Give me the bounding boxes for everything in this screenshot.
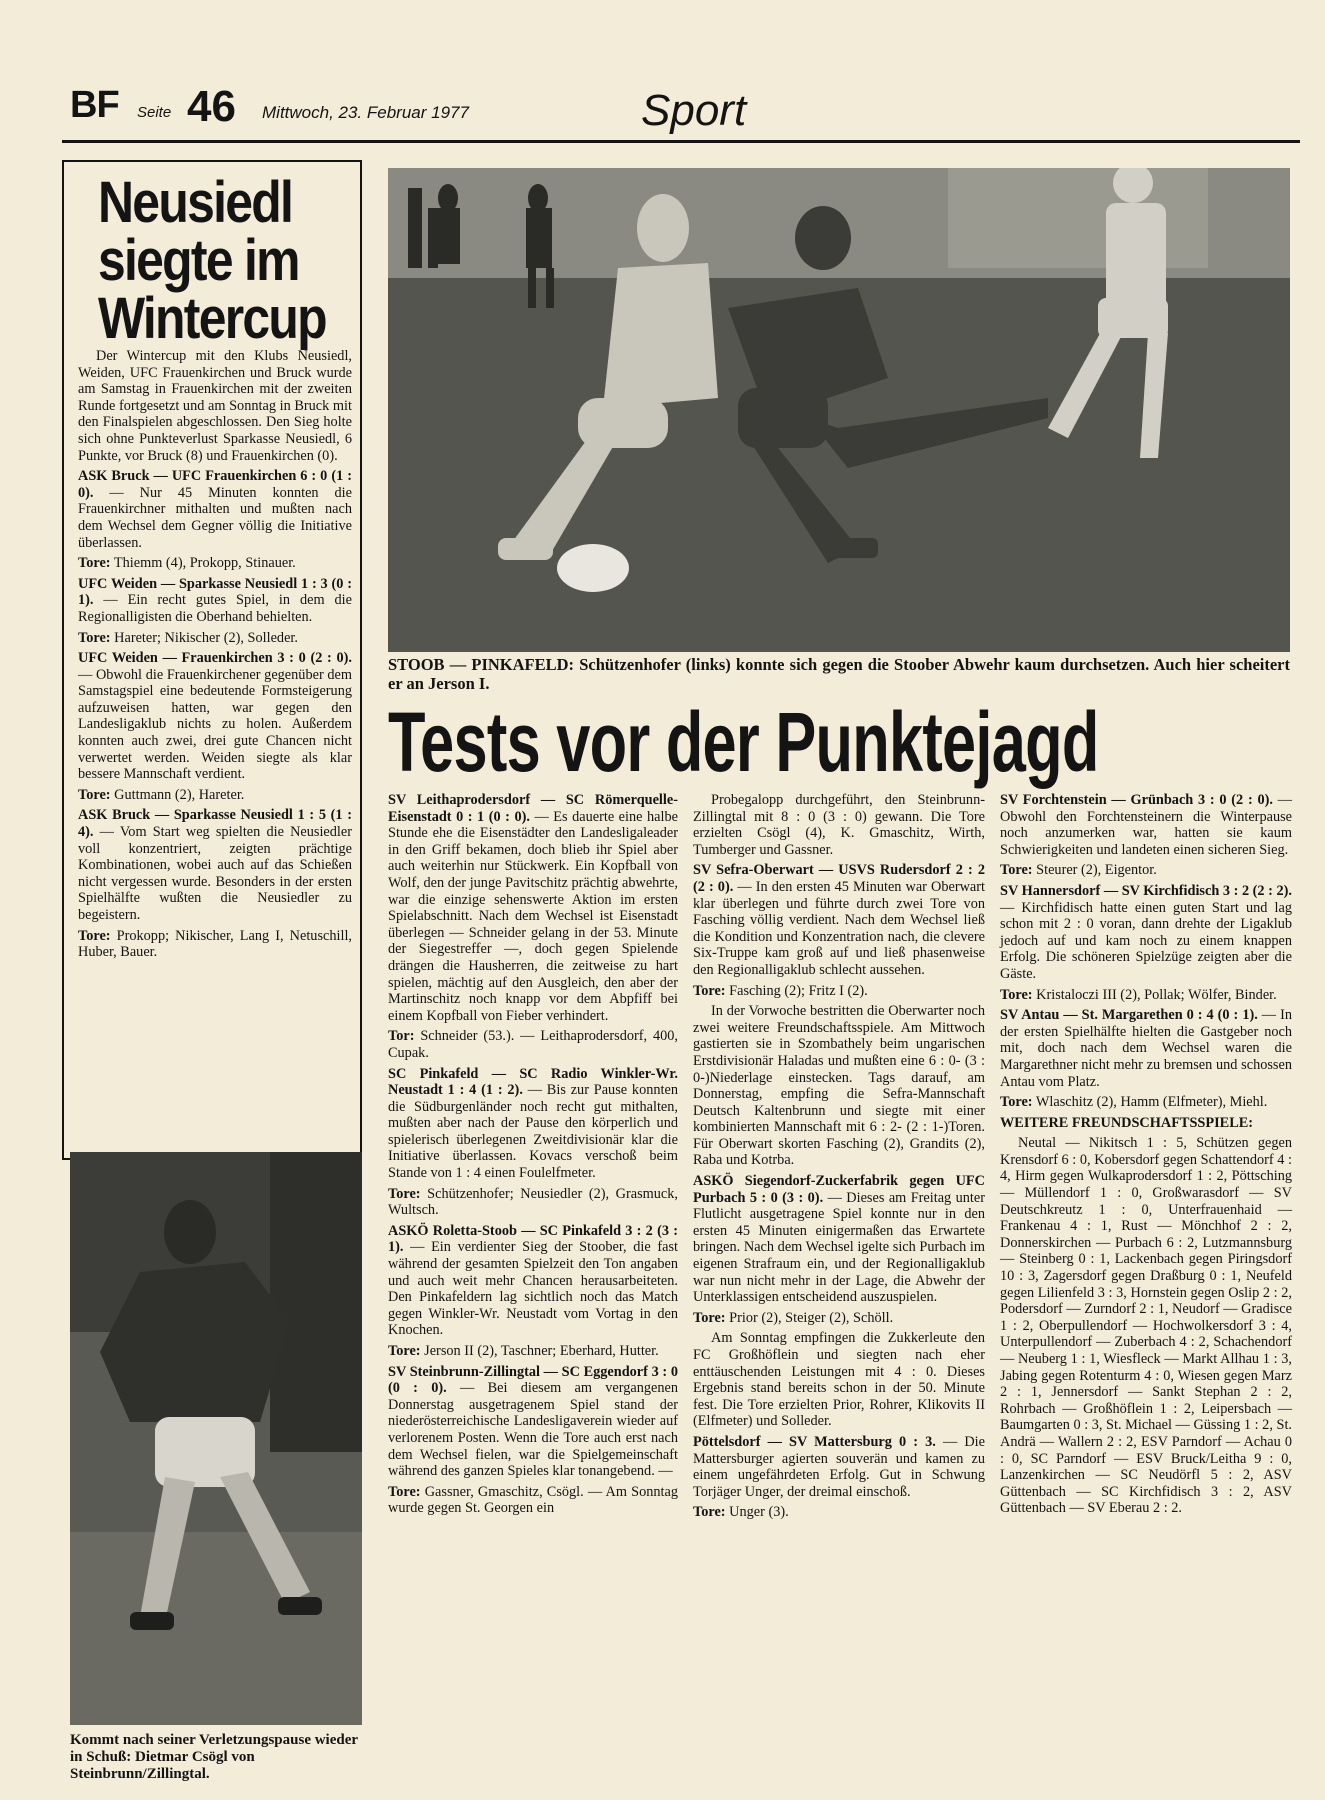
paragraph-text: Gassner, Gmaschitz, Csögl. — Am Sonntag wurde gegen St. Georgen ein bbox=[388, 1483, 678, 1517]
main-article-column-3 bbox=[1000, 792, 1292, 1521]
paragraph-heading: Tore: bbox=[693, 982, 726, 999]
paragraph-heading: UFC Weiden — Sparkasse Neusiedl 1 : 3 (0 : 1). bbox=[78, 575, 352, 609]
paragraph-text: Am Sonntag empfingen die Zukkerleute den FC Großhöflein und siegten nach eher enttäuschenden Leistungen mit 4 : 0. Dieses Ergebnis stand bereits schon in der 50. Minute fest. Die Tore erzielten Prior, Rohrer, Klikovits II (Elfmeter) und Solleder. bbox=[693, 1330, 985, 1430]
paragraph-text: — Bis zur Pause konnten die Südburgenländer noch recht gut mithalten, mußten aber nach der Pause den körperlich und spielerisch überlegenen Zweitdivisionär klar die Initiative überlassen. Kovacs verschoß beim Stande von 1 : 4 einen Foulelfmeter. bbox=[388, 1082, 678, 1182]
paragraph-text: Steurer (2), Eigentor. bbox=[1032, 862, 1157, 879]
player-photo bbox=[70, 1152, 362, 1725]
paragraph bbox=[1000, 1007, 1292, 1090]
paragraph-text: — Vom Start weg spielten die Neusiedler voll konzentriert, zeigten prächtige Kombinationen, wobei auch auf das Schießen nicht vergessen wurde. Besonders in der ersten Spielhälfte wußten die Neusiedler zu begeistern. bbox=[78, 824, 352, 923]
paragraph-heading: ASK Bruck — Sparkasse Neusiedl 1 : 5 (1 : 4). bbox=[78, 807, 352, 841]
paragraph-heading: Tore: bbox=[78, 555, 111, 572]
paragraph-heading: Tore: bbox=[693, 1309, 726, 1326]
paragraph-heading: Tore: bbox=[388, 1483, 421, 1500]
paragraph-text: Prokopp; Nikischer, Lang I, Netuschill, Huber, Bauer. bbox=[78, 927, 352, 961]
paragraph-text: — Dieses am Freitag unter Flutlicht ausgetragene Spiel konnte nur in den ersten 45 Minuten einigermaßen das Erwartete bringen. Nach dem Wechsel igelte sich Purbach im eigenen Strafraum ein, und der Regionalligaklub war nun nicht mehr in der Lage, die Abwehr der Unterklassigen entscheidend auszuspielen. bbox=[693, 1189, 985, 1306]
paragraph-text: Kristaloczi III (2), Pollak; Wölfer, Binder. bbox=[1032, 986, 1277, 1003]
paragraph bbox=[1000, 862, 1292, 879]
paragraph-text: — Ein recht gutes Spiel, in dem die Regionalligisten die Oberhand behielten. bbox=[78, 592, 352, 625]
paragraph-heading: ASKÖ Siegendorf-Zuckerfabrik gegen UFC Purbach 5 : 0 (3 : 0). bbox=[693, 1173, 985, 1206]
paragraph bbox=[693, 1434, 985, 1500]
paragraph-text: — Ein verdienter Sieg der Stoober, die fast während der gesamten Spielzeit den Ton angaben und auch weit mehr Chancen herausarbeiteten. Den Pinkafeldern lag sichtlich noch das Match gegen Winkler-Wr. Neustadt vom Vortag in den Knochen. bbox=[388, 1239, 678, 1339]
paragraph bbox=[693, 1173, 985, 1306]
paragraph bbox=[78, 787, 352, 804]
paragraph bbox=[78, 650, 352, 783]
paragraph-text: Guttmann (2), Hareter. bbox=[110, 786, 245, 803]
paragraph-heading: SV Antau — St. Margarethen 0 : 4 (0 : 1). bbox=[1000, 1007, 1258, 1024]
paragraph-heading: Tore: bbox=[78, 629, 111, 646]
paragraph-heading: SV Steinbrunn-Zillingtal — SC Eggendorf 3 : 0 (0 : 0). bbox=[388, 1363, 678, 1397]
paragraph bbox=[693, 1003, 985, 1169]
paragraph-heading: Tore: bbox=[1000, 986, 1033, 1003]
paragraph bbox=[78, 928, 352, 961]
left-article-headline: Neusiedl siegte im Wintercup bbox=[98, 170, 326, 351]
paragraph-text: — Nur 45 Minuten konnten die Frauenkirchner mithalten und mußten nach dem Wechsel dem Gegner völlig die Initiative überlassen. bbox=[78, 484, 352, 551]
paragraph bbox=[693, 1310, 985, 1327]
paragraph bbox=[388, 1186, 678, 1219]
paragraph bbox=[1000, 1135, 1292, 1517]
paragraph-text: Thiemm (4), Prokopp, Stinauer. bbox=[110, 555, 296, 572]
paragraph bbox=[388, 1484, 678, 1517]
paragraph bbox=[388, 1343, 678, 1360]
paragraph-heading: Tor: bbox=[388, 1028, 415, 1045]
paragraph-text: Wlaschitz (2), Hamm (Elfmeter), Miehl. bbox=[1032, 1094, 1268, 1111]
paragraph bbox=[693, 1330, 985, 1430]
paragraph-text: Unger (3). bbox=[725, 1504, 789, 1521]
paragraph bbox=[1000, 792, 1292, 858]
paragraph-text: Schneider (53.). — Leithaprodersdorf, 400, Cupak. bbox=[388, 1028, 678, 1061]
paragraph bbox=[693, 1504, 985, 1521]
paragraph bbox=[1000, 1094, 1292, 1111]
paragraph-heading: Tore: bbox=[388, 1185, 421, 1202]
paragraph-text: — Die Mattersburger agierten souverän und kamen zu einem ungefährdeten Erfolg. Gut in Schwung Torjäger Unger, der dreimal einschoß. bbox=[693, 1433, 985, 1500]
paragraph-heading: ASKÖ Roletta-Stoob — SC Pinkafeld 3 : 2 (3 : 1). bbox=[388, 1222, 678, 1256]
paragraph bbox=[388, 1223, 678, 1339]
paragraph-text: — Bei diesem am vergangenen Donnerstag ausgetragenem Spiel stand der niederösterreichische Landesligaverein wieder auf verlorenem Posten. Wenn die Tore auch erst nach dem Wechsel fielen, war die Spielgemeinschaft während des ganzen Spieles klar tonangebend. — bbox=[388, 1380, 678, 1480]
paragraph-heading: Tore: bbox=[78, 786, 111, 803]
paragraph bbox=[388, 1066, 678, 1182]
paragraph-text: Schützenhofer; Neusiedler (2), Grasmuck, Wultsch. bbox=[388, 1185, 678, 1219]
paragraph-heading: WEITERE FREUNDSCHAFTSSPIELE: bbox=[1000, 1114, 1254, 1131]
paragraph-heading: Tore: bbox=[1000, 862, 1033, 879]
paragraph-text: Jerson II (2), Taschner; Eberhard, Hutter. bbox=[420, 1343, 659, 1359]
issue-date: Mittwoch, 23. Februar 1977 bbox=[262, 103, 469, 122]
page-label: Seite bbox=[137, 104, 172, 121]
paragraph-heading: SC Pinkafeld — SC Radio Winkler-Wr. Neustadt 1 : 4 (1 : 2). bbox=[388, 1065, 678, 1099]
paragraph-heading: Tore: bbox=[1000, 1094, 1033, 1111]
paragraph-text: — Obwohl die Frauenkirchener gegenüber dem Samstagspiel eine bedeutende Formsteigerung aufzuweisen hatten, war gegen den Landesligaklub nichts zu holen. Außerdem konnten auch zwei, drei gute Chancen nicht verwertet werden. Weiden siegte als klar bessere Mannschaft verdient. bbox=[78, 666, 352, 783]
paragraph bbox=[693, 792, 985, 858]
paragraph-heading: UFC Weiden — Frauenkirchen 3 : 0 (2 : 0). bbox=[78, 650, 352, 667]
paragraph bbox=[693, 862, 985, 978]
paragraph-text: Fasching (2); Fritz I (2). bbox=[725, 982, 868, 999]
paragraph-text: — In den ersten 45 Minuten war Oberwart klar überlegen und führte durch zwei Tore von Fasching völlig verdient. Nach dem Wechsel ließ die Kondition und Konzentration nach, die clevere Six-Truppe kam groß auf und ließ phasenweise den Regionalligaklub schlecht aussehen. bbox=[693, 878, 985, 978]
paragraph bbox=[78, 630, 352, 647]
match-photo-caption: STOOB — PINKAFELD: Schützenhofer (links) konnte sich gegen die Stoober Abwehr kaum durchsetzen. Auch hier scheitert er an Jerson I. bbox=[388, 655, 1290, 693]
paragraph-text: In der Vorwoche bestritten die Oberwarter noch zwei weitere Freundschaftsspiele. Am Mittwoch gastierten sie in Szombathely beim ungarischen Erstdivisionär Haladas und mußten eine 6 : 0- (3 : 0-)Niederlage einstecken. Tags darauf, am Donnerstag, empfing die Sefra-Mannschaft Deutsch Kaltenbrunn und siegte mit einer kombinierten Mannschaft mit 6 : 2- (2 : 1-)Toren. Für Oberwart skorten Fasching (2), Grandits (2), Raba und Kotrba. bbox=[693, 1003, 985, 1169]
paragraph bbox=[78, 348, 352, 464]
paragraph bbox=[388, 1028, 678, 1061]
paragraph-text: Hareter; Nikischer (2), Solleder. bbox=[110, 629, 298, 646]
paragraph-heading: SV Hannersdorf — SV Kirchfidisch 3 : 2 (2 : 2). bbox=[1000, 882, 1292, 899]
paragraph bbox=[78, 576, 352, 626]
paragraph-text: Prior (2), Steiger (2), Schöll. bbox=[725, 1309, 894, 1326]
left-article-body bbox=[78, 348, 352, 965]
paragraph bbox=[388, 1364, 678, 1480]
paragraph-heading: Tore: bbox=[693, 1504, 726, 1521]
paragraph-heading: SV Sefra-Oberwart — USVS Rudersdorf 2 : 2 (2 : 0). bbox=[693, 862, 985, 895]
paragraph bbox=[78, 555, 352, 572]
main-article-column-1 bbox=[388, 792, 678, 1521]
paragraph bbox=[1000, 1115, 1292, 1132]
paragraph-text: — Obwohl den Forchtensteinern die Winterpause noch anzumerken war, hatten sie kaum Schwierigkeiten und landeten einen sicheren Sieg. bbox=[1000, 792, 1292, 858]
paragraph-heading: Tore: bbox=[78, 927, 111, 944]
match-photo bbox=[388, 168, 1290, 652]
paragraph-heading: SV Forchtenstein — Grünbach 3 : 0 (2 : 0). bbox=[1000, 792, 1273, 808]
paragraph-heading: Pöttelsdorf — SV Mattersburg 0 : 3. bbox=[693, 1433, 936, 1450]
player-photo-caption: Kommt nach seiner Verletzungspause wieder in Schuß: Dietmar Csögl von Steinbrunn/Zillingtal. bbox=[70, 1732, 358, 1782]
newspaper-logo: BF bbox=[70, 84, 119, 126]
paragraph-heading: SV Leithaprodersdorf — SC Römerquelle-Eisenstadt 0 : 1 (0 : 0). bbox=[388, 792, 678, 825]
paragraph bbox=[1000, 987, 1292, 1004]
paragraph bbox=[693, 983, 985, 1000]
paragraph-text: — Es dauerte eine halbe Stunde ehe die Eisenstädter den Landesligaleader in den Griff bekamen, doch blieb ihr Spiel aber auch weiterhin nur Stückwerk. Ein Kopfball von Wolf, den der junge Pavitschitz prächtig abwehrte, war die einzige sehenswerte Aktion im ersten Spielabschnitt. Nach dem Wechsel ist Eisenstadt überlegen — Schneider gelang in der 53. Minute der Siegestreffer —, doch gegen Spielende drängen die Hausherren, die zeitweise zu hart spielen, mächtig auf den Ausgleich, den aber der Martinschitz noch knapp vor dem Abpfiff bei einem Kopfball von Fieber verhindert. bbox=[388, 808, 678, 1024]
paragraph-text: Probegalopp durchgeführt, den Steinbrunn-Zillingtal mit 8 : 0 (3 : 0) gewann. Die Tore erzielten Csögl (4), K. Gmaschitz, Wirth, Tumberger und Gassner. bbox=[693, 792, 985, 858]
page-number: 46 bbox=[187, 82, 236, 131]
section-title: Sport bbox=[641, 86, 747, 135]
paragraph bbox=[388, 792, 678, 1024]
paragraph-heading: ASK Bruck — UFC Frauenkirchen 6 : 0 (1 : 0). bbox=[78, 468, 352, 501]
paragraph bbox=[78, 468, 352, 551]
paragraph bbox=[78, 807, 352, 923]
paragraph-text: Der Wintercup mit den Klubs Neusiedl, Weiden, UFC Frauenkirchen und Bruck wurde am Samstag in Frauenkirchen mit der zweiten Runde fortgesetzt und am Sonntag in Bruck mit den Finalspielen abgeschlossen. Den Sieg holte sich ohne Punkteverlust Sparkasse Neusiedl, 6 Punkte, vor Bruck (8) und Frauenkirchen (0). bbox=[78, 348, 352, 464]
paragraph-text: — Kirchfidisch hatte einen guten Start und lag schon mit 2 : 0 voran, dann drehte der Ligaklub jedoch auf und kam noch zu einem knappen Erfolg. Die schöneren Spielzüge zeigten aber die Gäste. bbox=[1000, 899, 1292, 982]
header-rule bbox=[62, 140, 1300, 143]
main-article-column-2 bbox=[693, 792, 985, 1525]
paragraph-text: — In der ersten Spielhälfte hielten die Gastgeber noch mit, doch nach dem Wechsel waren die Margarethner nicht mehr zu bremsen und schossen Antau vom Platz. bbox=[1000, 1007, 1292, 1090]
main-article-headline: Tests vor der Punktejagd bbox=[388, 695, 1099, 789]
paragraph-text: Neutal — Nikitsch 1 : 5, Schützen gegen Krensdorf 6 : 0, Kobersdorf gegen Schattendorf 4 : 4, Hirm gegen Wulkaprodersdorf 1 : 2, Pöttsching — Müllendorf 1 : 0, Großwarasdorf — SV Deutschkreutz 1 : 0, Unterfrauenhaid — Frankenau 4 : 1, Rust — Mönchhof 2 : 2, Donnerskirchen — Purbach 6 : 2, Lutzmannsburg — Steinberg 0 : 1, Lackenbach gegen Piringsdorf 10 : 3, Zagersdorf gegen Draßburg 0 : 1, Neufeld gegen Lilienfeld 3 : 3, Hornstein gegen Oslip 2 : 2, Podersdorf — Zurndorf 2 : 1, Neudorf — Gradisce 1 : 2, Oberpullendorf — Hochwolkersdorf 3 : 4, Unterpullendorf — Zuberbach 4 : 2, Schachendorf — Neuberg 1 : 1, Wiesfleck — Markt Allhau 1 : 3, Jabing gegen Rotenturm 4 : 0, Wiesen gegen Marz 2 : 1, Jennersdorf — Sankt Stephan 2 : 2, Rohrbach — Großhöflein 1 : 2, Leipersbach — Baumgarten 0 : 3, St. Michael — Güssing 1 : 2, St. Andrä — Wallern 2 : 2, ESV Parndorf — Achau 0 : 0, SC Parndorf — ESV Bruck/Leitha 9 : 0, Lanzenkirchen — SC Neudörfl 5 : 2, ASV Güttenbach — SC Kirchfidisch 3 : 2, ASV Güttenbach — SV Eberau 2 : 2. bbox=[1000, 1135, 1292, 1517]
paragraph-heading: Tore: bbox=[388, 1343, 421, 1359]
paragraph bbox=[1000, 883, 1292, 983]
